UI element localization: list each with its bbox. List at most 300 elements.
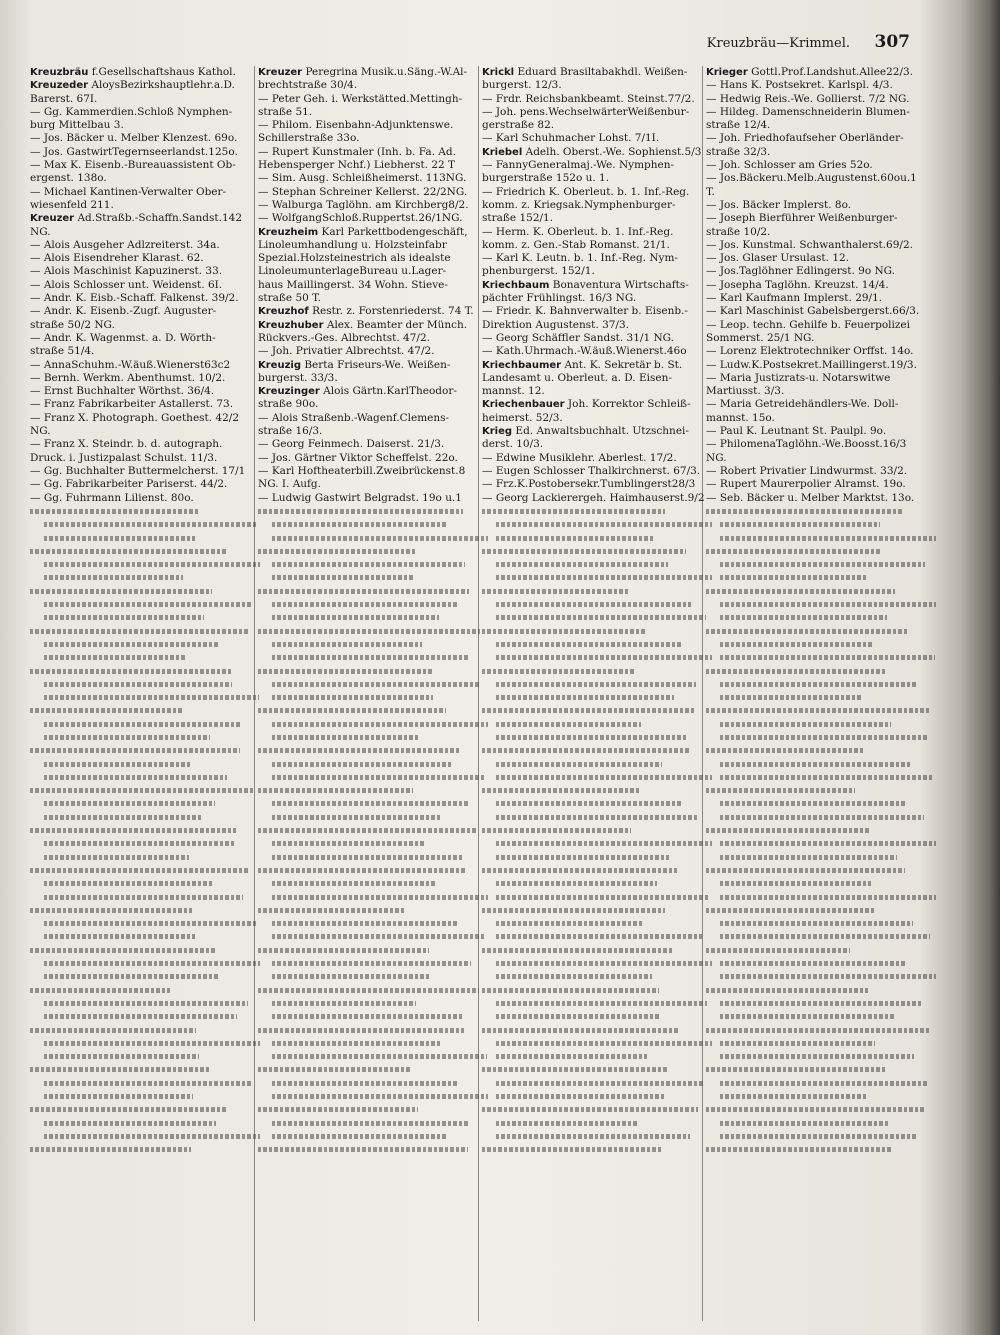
entry-text: Hebensperger Nchf.) Liebherst. 22 T — [258, 159, 456, 172]
entry-line-placeholder — [30, 811, 260, 824]
entry-line-placeholder — [30, 585, 260, 598]
entry-line-placeholder — [30, 864, 260, 877]
entry-text: — PhilomenaTaglöhn.-We.Boosst.16/3 — [706, 438, 907, 451]
entry-text: — Hans K. Postsekret. Karlspl. 4/3. — [706, 79, 893, 92]
directory-entry — [258, 132, 488, 145]
directory-entry — [706, 345, 936, 358]
directory-entry — [258, 239, 488, 252]
directory-entry — [482, 199, 712, 212]
entry-line-placeholder — [258, 904, 488, 917]
directory-entry — [30, 239, 260, 252]
entry-line-placeholder — [258, 1023, 488, 1036]
directory-entry — [258, 398, 488, 411]
entry-line-placeholder — [482, 651, 712, 664]
entry-text: Barerst. 67I. — [30, 92, 98, 105]
directory-column-4 — [706, 66, 936, 1326]
entry-text: — WolfgangSchloß.Ruppertst.26/1NG. — [258, 212, 463, 225]
entry-line-placeholder — [30, 518, 260, 531]
entry-line-placeholder — [258, 851, 488, 864]
directory-entry — [706, 492, 936, 505]
entry-line-placeholder — [258, 957, 488, 970]
entry-text: Eduard Brasiltabakhdl. Weißen- — [517, 66, 688, 78]
entry-text: f.Gesellschaftshaus Kathol. — [91, 66, 236, 78]
entry-text: Sommerst. 25/1 NG. — [706, 331, 815, 344]
entry-surname: Kriebel — [482, 146, 523, 158]
entry-line-placeholder — [482, 824, 712, 837]
directory-entry — [706, 319, 936, 332]
entry-surname: Kreuzhof — [258, 306, 309, 318]
entry-surname: Kreuzhuber — [258, 319, 324, 331]
entry-text: — Andr. K. Eisenb.-Zugf. Auguster- — [30, 305, 217, 318]
entry-line-placeholder — [482, 1130, 712, 1143]
directory-entry — [30, 93, 260, 106]
entry-text: — Jos. Glaser Ursulast. 12. — [706, 252, 850, 265]
entry-line-placeholder — [706, 545, 936, 558]
entry-line-placeholder — [30, 744, 260, 757]
entry-line-placeholder — [30, 611, 260, 624]
directory-entry — [482, 492, 712, 505]
entry-text: — Alois Schlosser unt. Weidenst. 6I. — [30, 278, 223, 291]
directory-entry — [706, 359, 936, 372]
entry-text: — Joseph Bierführer Weißenburger- — [706, 212, 898, 225]
directory-entry — [30, 492, 260, 505]
entry-line-placeholder — [706, 811, 936, 824]
directory-entry — [30, 332, 260, 345]
directory-entry — [258, 425, 488, 438]
entry-line-placeholder — [706, 624, 936, 637]
directory-entry — [30, 79, 260, 92]
entry-text: wiesenfeld 211. — [30, 198, 114, 211]
entry-text: — Paul K. Leutnant St. Paulpl. 9o. — [706, 425, 887, 438]
directory-entry — [30, 186, 260, 199]
entry-text: — Kath.Uhrmach.-W.äuß.Wienerst.46o — [482, 345, 687, 358]
directory-entry — [706, 478, 936, 491]
entry-line-placeholder — [30, 571, 260, 584]
directory-entry — [482, 292, 712, 305]
entry-text: — Michael Kantinen-Verwalter Ober- — [30, 185, 227, 198]
directory-entry — [482, 372, 712, 385]
entry-line-placeholder — [482, 718, 712, 731]
entry-text: — Franz X. Photograph. Goethest. 42/2 — [30, 411, 240, 424]
entry-text: AloysBezirkshauptlehr.a.D. — [91, 79, 235, 92]
entry-text: — Joh. Friedhofaufseher Oberländer- — [706, 132, 904, 145]
directory-entry — [30, 265, 260, 278]
entry-line-placeholder — [258, 784, 488, 797]
directory-entry — [30, 425, 260, 438]
entry-text: — AnnaSchuhm.-W.äuß.Wienerst63c2 — [30, 358, 231, 371]
entry-line-placeholder — [258, 1010, 488, 1023]
entry-line-placeholder — [258, 678, 488, 691]
entry-line-placeholder — [706, 691, 936, 704]
entry-line-placeholder — [706, 784, 936, 797]
entry-line-placeholder — [482, 837, 712, 850]
directory-entry — [258, 265, 488, 278]
entry-text: — Georg Schäffler Sandst. 31/1 NG. — [482, 331, 674, 344]
entry-text: — Gg. Fabrikarbeiter Pariserst. 44/2. — [30, 478, 228, 491]
directory-entry — [706, 398, 936, 411]
entry-text: — Jos. Bäcker u. Melber Klenzest. 69o. — [30, 132, 238, 145]
entry-line-placeholder — [258, 531, 488, 544]
directory-entry — [258, 66, 488, 79]
directory-column-3 — [482, 66, 712, 1326]
entry-line-placeholder — [30, 545, 260, 558]
entry-line-placeholder — [258, 558, 488, 571]
entry-text: — Joh. Schlosser am Gries 52o. — [706, 159, 873, 172]
directory-entry — [706, 412, 936, 425]
directory-entry — [706, 425, 936, 438]
entry-text: — Jos. Bäcker Implerst. 8o. — [706, 198, 852, 211]
directory-entry — [706, 292, 936, 305]
entry-line-placeholder — [482, 997, 712, 1010]
entry-text: Adelh. Oberst.-We. Sophienst.5/3 — [525, 145, 702, 158]
entry-text: — FannyGeneralmaj.-We. Nymphen- — [482, 159, 675, 172]
running-title: Kreuzbräu—Krimmel. — [706, 36, 850, 51]
entry-surname: Kreuzheim — [258, 226, 319, 238]
entry-line-placeholder — [258, 611, 488, 624]
entry-line-placeholder — [258, 944, 488, 957]
entry-text: burg Mittelbau 3. — [30, 119, 124, 132]
directory-entry — [706, 279, 936, 292]
directory-entry — [30, 412, 260, 425]
entry-line-placeholder — [482, 704, 712, 717]
entry-line-placeholder — [258, 771, 488, 784]
entry-text: — Joh. Privatier Albrechtst. 47/2. — [258, 345, 435, 358]
entry-line-placeholder — [30, 890, 260, 903]
entry-line-placeholder — [482, 558, 712, 571]
entry-line-placeholder — [30, 917, 260, 930]
directory-entry — [706, 465, 936, 478]
entry-line-placeholder — [706, 983, 936, 996]
entry-line-placeholder — [482, 1037, 712, 1050]
entry-line-placeholder — [706, 718, 936, 731]
entry-line-placeholder — [30, 957, 260, 970]
directory-entry — [258, 372, 488, 385]
entry-text: Peregrina Musik.u.Säng.-W.Al- — [305, 66, 468, 78]
entry-surname: Krickl — [482, 67, 515, 78]
entry-line-placeholder — [258, 757, 488, 770]
directory-entry — [258, 186, 488, 199]
entry-text: Spezial.Holzsteinestrich als idealste — [258, 252, 451, 265]
directory-entry — [706, 438, 936, 451]
entry-text: — Gg. Fuhrmann Lilienst. 80o. — [30, 491, 194, 504]
entry-line-placeholder — [706, 611, 936, 624]
entry-line-placeholder — [258, 518, 488, 531]
directory-entry — [482, 119, 712, 132]
entry-line-placeholder — [482, 505, 712, 518]
entry-line-placeholder — [482, 598, 712, 611]
entry-text: — Josepha Taglöhn. Kreuzst. 14/4. — [706, 278, 889, 291]
directory-entry — [482, 425, 712, 438]
entry-line-placeholder — [706, 944, 936, 957]
entry-line-placeholder — [30, 877, 260, 890]
entry-text: NG. — [30, 225, 51, 238]
entry-text: — Bernh. Werkm. Abenthumst. 10/2. — [30, 371, 226, 384]
entry-text: — Ernst Buchhalter Wörthst. 36/4. — [30, 385, 215, 398]
entry-surname: Kreuzbräu — [30, 67, 89, 78]
entry-text: — Philom. Eisenbahn-Adjunktenswe. — [258, 119, 454, 132]
directory-entry — [30, 385, 260, 398]
entry-text: mannst. 15o. — [706, 411, 775, 424]
entry-line-placeholder — [258, 1090, 488, 1103]
entry-line-placeholder — [482, 531, 712, 544]
entry-line-placeholder — [30, 983, 260, 996]
entry-text: — Gg. Kammerdien.Schloß Nymphen- — [30, 105, 233, 118]
entry-text: — Maria Getreidehändlers-We. Doll- — [706, 398, 899, 411]
directory-entry — [482, 106, 712, 119]
entry-line-placeholder — [30, 1116, 260, 1129]
entry-line-placeholder — [258, 837, 488, 850]
entry-line-placeholder — [482, 545, 712, 558]
directory-entry — [258, 438, 488, 451]
directory-column-2 — [258, 66, 488, 1326]
entry-line-placeholder — [258, 1116, 488, 1129]
entry-line-placeholder — [258, 718, 488, 731]
entry-text: Rückvers.-Ges. Albrechtst. 47/2. — [258, 331, 430, 344]
entry-line-placeholder — [258, 997, 488, 1010]
entry-line-placeholder — [482, 797, 712, 810]
entry-line-placeholder — [258, 1050, 488, 1063]
entry-surname: Kreuzer — [30, 213, 75, 225]
entry-text: — Leop. techn. Gehilfe b. Feuerpolizei — [706, 318, 910, 331]
directory-entry — [30, 279, 260, 292]
entry-line-placeholder — [258, 744, 488, 757]
entry-text: Martiusst. 3/3. — [706, 385, 785, 398]
entry-line-placeholder — [482, 585, 712, 598]
directory-entry — [482, 159, 712, 172]
directory-entry — [706, 305, 936, 318]
entry-text: NG. I. Aufg. — [258, 478, 321, 491]
entry-surname: Kreuzinger — [258, 386, 320, 398]
entry-text: — Peter Geh. i. Werkstätted.Mettingh- — [258, 92, 463, 105]
directory-entry — [258, 252, 488, 265]
directory-entry — [30, 452, 260, 465]
entry-line-placeholder — [482, 518, 712, 531]
entry-line-placeholder — [30, 1143, 260, 1156]
entry-text: heimerst. 52/3. — [482, 411, 563, 424]
directory-entry — [30, 159, 260, 172]
entry-line-placeholder — [706, 957, 936, 970]
directory-entry — [258, 319, 488, 332]
directory-entry — [258, 159, 488, 172]
entry-line-placeholder — [258, 1143, 488, 1156]
entry-line-placeholder — [706, 1103, 936, 1116]
entry-text: Ant. K. Sekretär b. St. — [564, 358, 683, 371]
entry-text: komm. z. Gen.-Stab Romanst. 21/1. — [482, 238, 670, 251]
entry-text: burgerst. 12/3. — [482, 79, 562, 92]
directory-entry — [482, 412, 712, 425]
entry-text: — Ludw.K.Postsekret.Maillingerst.19/3. — [706, 358, 917, 371]
entry-line-placeholder — [258, 598, 488, 611]
entry-line-placeholder — [258, 585, 488, 598]
directory-entry — [30, 478, 260, 491]
entry-line-placeholder — [482, 784, 712, 797]
entry-text: pächter Frühlingst. 16/3 NG. — [482, 292, 637, 305]
directory-entry — [258, 412, 488, 425]
entry-line-placeholder — [258, 651, 488, 664]
entry-line-placeholder — [258, 664, 488, 677]
directory-entry — [706, 132, 936, 145]
entry-line-placeholder — [30, 944, 260, 957]
directory-entry — [482, 226, 712, 239]
entry-line-placeholder — [30, 824, 260, 837]
entry-line-placeholder — [482, 571, 712, 584]
entry-line-placeholder — [258, 877, 488, 890]
entry-surname: Krieger — [706, 67, 748, 78]
entry-line-placeholder — [706, 585, 936, 598]
entry-text: — Karl Maschinist Gabelsbergerst.66/3. — [706, 305, 920, 318]
entry-line-placeholder — [706, 890, 936, 903]
entry-text: NG. — [706, 451, 727, 464]
directory-entry — [482, 465, 712, 478]
entry-line-placeholder — [30, 1050, 260, 1063]
entry-line-placeholder — [30, 691, 260, 704]
directory-entry — [706, 146, 936, 159]
directory-entry — [482, 172, 712, 185]
directory-entry — [482, 305, 712, 318]
entry-text: komm. z. Kriegsak.Nymphenburger- — [482, 198, 676, 211]
directory-entry — [258, 305, 488, 318]
entry-text: — Eugen Schlosser Thalkirchnerst. 67/3. — [482, 464, 701, 477]
entry-text: — Friedrich K. Oberleut. b. 1. Inf.-Reg. — [482, 185, 690, 198]
entry-text: — Alois Maschinist Kapuzinerst. 33. — [30, 265, 223, 278]
entry-text: — Walburga Taglöhn. am Kirchberg8/2. — [258, 198, 469, 211]
entry-line-placeholder — [706, 678, 936, 691]
directory-entry — [258, 478, 488, 491]
directory-entry — [706, 93, 936, 106]
directory-entry — [482, 478, 712, 491]
directory-entry — [482, 385, 712, 398]
entry-line-placeholder — [258, 890, 488, 903]
entry-line-placeholder — [482, 624, 712, 637]
entry-text: straße 12/4. — [706, 119, 771, 132]
directory-entry — [30, 252, 260, 265]
entry-line-placeholder — [482, 678, 712, 691]
entry-text: Restr. z. Forstenriederst. 74 T. — [312, 305, 474, 318]
entry-line-placeholder — [706, 1037, 936, 1050]
directory-entry — [482, 93, 712, 106]
entry-line-placeholder — [258, 970, 488, 983]
entry-text: Alex. Beamter der Münch. — [326, 318, 468, 331]
entry-line-placeholder — [706, 1023, 936, 1036]
entry-line-placeholder — [706, 1010, 936, 1023]
directory-entry — [482, 345, 712, 358]
directory-entry — [30, 146, 260, 159]
entry-line-placeholder — [706, 571, 936, 584]
directory-entry — [706, 239, 936, 252]
entry-line-placeholder — [482, 691, 712, 704]
entry-line-placeholder — [258, 1037, 488, 1050]
entry-text: — Friedr. K. Bahnverwalter b. Eisenb.- — [482, 305, 688, 318]
directory-entry — [482, 438, 712, 451]
entry-text: — Franz Fabrikarbeiter Astallerst. 73. — [30, 398, 234, 411]
entry-line-placeholder — [482, 1143, 712, 1156]
entry-text: Alois Gärtn.KarlTheodor- — [323, 385, 457, 398]
directory-entry — [258, 146, 488, 159]
directory-entry — [30, 305, 260, 318]
entry-line-placeholder — [258, 917, 488, 930]
entry-line-placeholder — [706, 704, 936, 717]
directory-entry — [30, 172, 260, 185]
entry-line-placeholder — [482, 877, 712, 890]
entry-line-placeholder — [482, 957, 712, 970]
entry-line-placeholder — [482, 1090, 712, 1103]
entry-line-placeholder — [706, 651, 936, 664]
entry-line-placeholder — [30, 1037, 260, 1050]
entry-line-placeholder — [482, 1010, 712, 1023]
entry-line-placeholder — [30, 558, 260, 571]
entry-line-placeholder — [258, 1103, 488, 1116]
entry-text: NG. — [30, 425, 51, 438]
entry-text: Ad.Straßb.-Schaffn.Sandst.142 — [77, 212, 243, 225]
entry-text: — Jos.Bäckeru.Melb.Augustenst.60ou.1 — [706, 172, 917, 185]
entry-line-placeholder — [258, 797, 488, 810]
entry-text: — Frdr. Reichsbankbeamt. Steinst.77/2. — [482, 92, 695, 105]
entry-line-placeholder — [30, 1023, 260, 1036]
directory-entry — [482, 186, 712, 199]
entry-line-placeholder — [30, 997, 260, 1010]
entry-text: phenburgerst. 152/1. — [482, 265, 595, 278]
entry-line-placeholder — [482, 638, 712, 651]
page-number: 307 — [874, 32, 910, 52]
entry-line-placeholder — [706, 970, 936, 983]
entry-text: — Georg Feinmech. Daiserst. 21/3. — [258, 438, 445, 451]
entry-line-placeholder — [30, 624, 260, 637]
entry-line-placeholder — [258, 704, 488, 717]
directory-entry — [30, 226, 260, 239]
entry-line-placeholder — [482, 811, 712, 824]
entry-line-placeholder — [30, 531, 260, 544]
directory-entry — [706, 199, 936, 212]
entry-text: — Hildeg. Damenschneiderin Blumen- — [706, 105, 910, 118]
entry-text: Karl Parkettbodengeschäft, — [321, 225, 468, 238]
directory-entry — [482, 66, 712, 79]
entry-line-placeholder — [30, 598, 260, 611]
directory-entry — [706, 106, 936, 119]
entry-text: Ed. Anwaltsbuchhalt. Utzschnei- — [515, 425, 689, 438]
entry-line-placeholder — [30, 771, 260, 784]
entry-text: — Jos. GastwirtTegernseerlandst.125o. — [30, 145, 238, 158]
directory-entry — [706, 252, 936, 265]
directory-entry — [30, 106, 260, 119]
entry-line-placeholder — [30, 851, 260, 864]
entry-text: haus Maillingerst. 34 Wohn. Stieve- — [258, 278, 448, 291]
entry-line-placeholder — [258, 691, 488, 704]
directory-entry — [258, 119, 488, 132]
entry-line-placeholder — [258, 545, 488, 558]
entry-line-placeholder — [482, 771, 712, 784]
page-header — [20, 30, 910, 60]
entry-line-placeholder — [30, 797, 260, 810]
entry-text: Schillerstraße 33o. — [258, 132, 360, 145]
directory-entry — [30, 345, 260, 358]
entry-surname: Kreuzer — [258, 67, 303, 78]
entry-line-placeholder — [258, 571, 488, 584]
entry-line-placeholder — [30, 664, 260, 677]
entry-text: — Alois Eisendreher Klarast. 62. — [30, 252, 204, 265]
entry-line-placeholder — [258, 1077, 488, 1090]
directory-entry — [258, 385, 488, 398]
entry-line-placeholder — [706, 864, 936, 877]
entry-line-placeholder — [30, 1090, 260, 1103]
entry-text: — Gg. Buchhalter Buttermelcherst. 17/1 — [30, 464, 246, 477]
directory-entry — [482, 319, 712, 332]
entry-text: straße 32/3. — [706, 145, 771, 158]
entry-line-placeholder — [706, 558, 936, 571]
directory-column-1 — [30, 66, 260, 1326]
entry-text: — Seb. Bäcker u. Melber Marktst. 13o. — [706, 491, 915, 504]
directory-entry — [482, 239, 712, 252]
entry-line-placeholder — [706, 824, 936, 837]
